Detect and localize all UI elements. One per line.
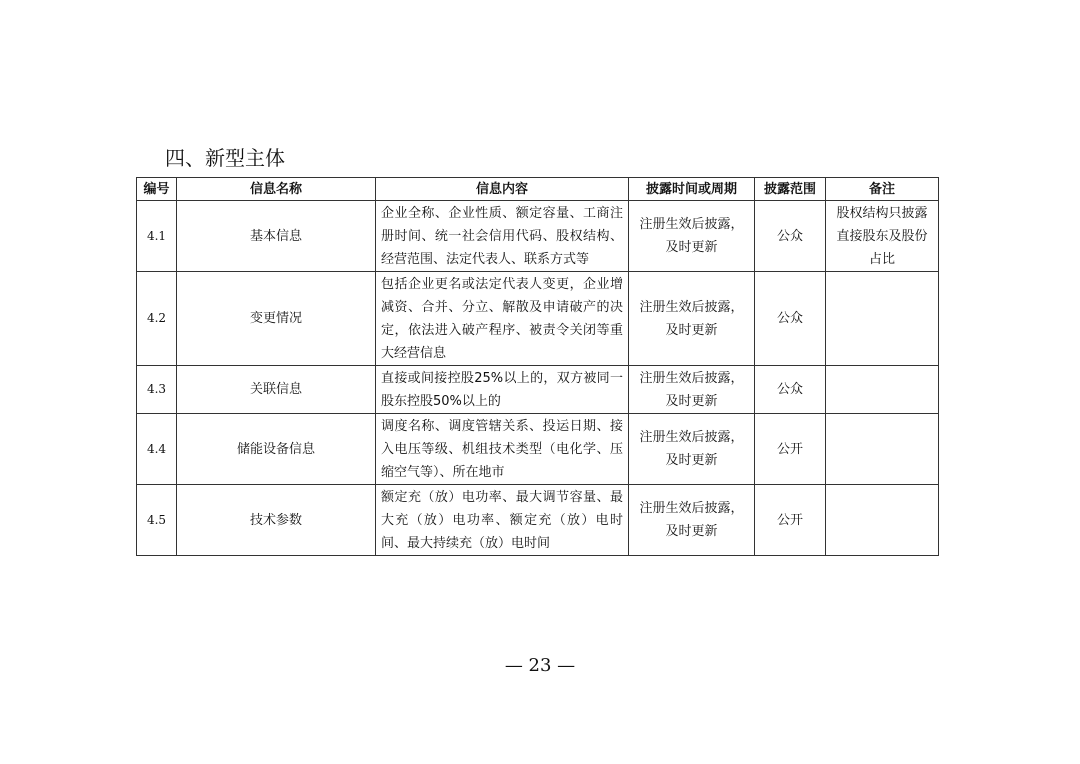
cell-content: 直接或间接控股25%以上的，双方被同一股东控股50%以上的: [376, 366, 629, 414]
table-row: [137, 272, 939, 366]
cell-timing: 注册生效后披露，及时更新: [629, 201, 755, 272]
header-scope: 披露范围: [755, 178, 826, 201]
cell-scope: 公众: [755, 366, 826, 414]
cell-name: 变更情况: [177, 272, 376, 366]
cell-scope: 公众: [755, 272, 826, 366]
header-note: 备注: [826, 178, 939, 201]
cell-scope: 公开: [755, 414, 826, 485]
table-row: [137, 485, 939, 556]
cell-scope: 公开: [755, 485, 826, 556]
cell-content: 额定充（放）电功率、最大调节容量、最大充（放）电功率、额定充（放）电时间、最大持续充（放）电时间: [376, 485, 629, 556]
cell-name: 基本信息: [177, 201, 376, 272]
header-id: 编号: [137, 178, 177, 201]
cell-id: 4.5: [137, 485, 177, 556]
table-row: [137, 414, 939, 485]
cell-id: 4.2: [137, 272, 177, 366]
cell-content: 企业全称、企业性质、额定容量、工商注册时间、统一社会信用代码、股权结构、经营范围、法定代表人、联系方式等: [376, 201, 629, 272]
cell-id: 4.3: [137, 366, 177, 414]
cell-note: [826, 272, 939, 366]
cell-name: 储能设备信息: [177, 414, 376, 485]
table-row: [137, 366, 939, 414]
table-header-row: [137, 178, 939, 201]
cell-scope: 公众: [755, 201, 826, 272]
cell-note: 股权结构只披露直接股东及股份占比: [826, 201, 939, 272]
cell-content: 包括企业更名或法定代表人变更，企业增减资、合并、分立、解散及申请破产的决定，依法进入破产程序、被责令关闭等重大经营信息: [376, 272, 629, 366]
cell-note: [826, 414, 939, 485]
cell-note: [826, 485, 939, 556]
cell-timing: 注册生效后披露，及时更新: [629, 366, 755, 414]
info-disclosure-table: [136, 177, 939, 556]
cell-timing: 注册生效后披露，及时更新: [629, 485, 755, 556]
section-title: 四、新型主体: [165, 146, 285, 170]
header-content: 信息内容: [376, 178, 629, 201]
header-timing: 披露时间或周期: [629, 178, 755, 201]
cell-note: [826, 366, 939, 414]
cell-timing: 注册生效后披露，及时更新: [629, 272, 755, 366]
cell-id: 4.1: [137, 201, 177, 272]
cell-name: 技术参数: [177, 485, 376, 556]
header-name: 信息名称: [177, 178, 376, 201]
page-number: — 23 —: [504, 655, 576, 676]
cell-id: 4.4: [137, 414, 177, 485]
table-row: [137, 201, 939, 272]
cell-content: 调度名称、调度管辖关系、投运日期、接入电压等级、机组技术类型（电化学、压缩空气等）、所在地市: [376, 414, 629, 485]
cell-timing: 注册生效后披露，及时更新: [629, 414, 755, 485]
cell-name: 关联信息: [177, 366, 376, 414]
